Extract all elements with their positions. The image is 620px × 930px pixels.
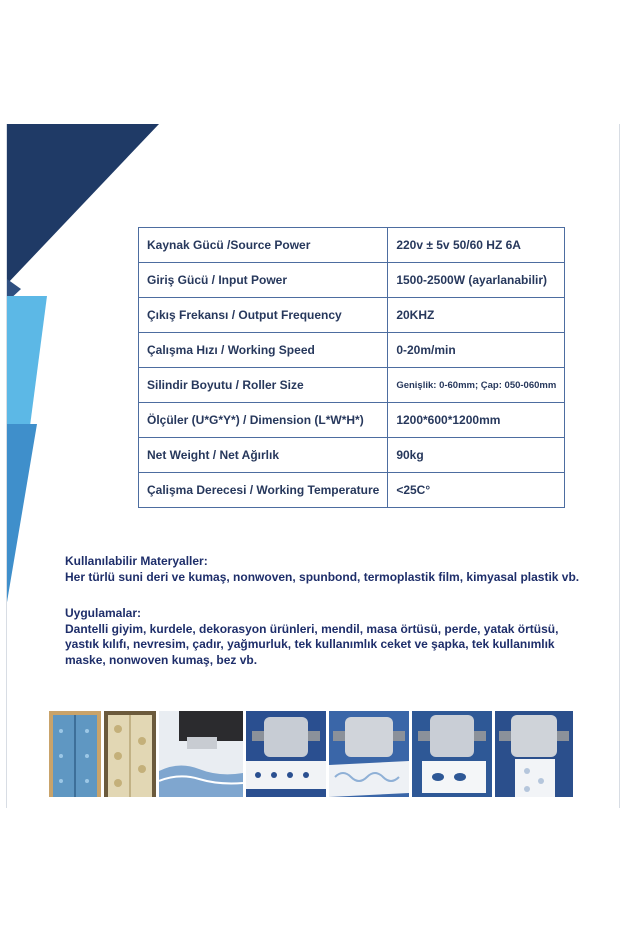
spec-value: 90kg: [388, 438, 565, 473]
spec-value: 0-20m/min: [388, 333, 565, 368]
applications-section: [65, 606, 585, 668]
table-row: [139, 333, 565, 368]
spec-table: [138, 227, 565, 508]
door-curtain-blue-image: [49, 711, 101, 797]
spec-value: <25C°: [388, 473, 565, 508]
spec-label: Çalışma Hızı / Working Speed: [139, 333, 388, 368]
spec-sheet: [6, 124, 620, 808]
spec-label: Giriş Gücü / Input Power: [139, 263, 388, 298]
spec-value: 1500-2500W (ayarlanabilir): [388, 263, 565, 298]
materials-text: Her türlü suni deri ve kumaş, nonwoven, spunbond, termoplastik film, kimyasal plastik vb.: [65, 569, 580, 584]
applications-line: maske, nonwoven kumaş, bez vb.: [65, 652, 258, 667]
table-row: [139, 228, 565, 263]
embossing-roller-image: [246, 711, 326, 797]
spec-label: Çalişma Derecesi / Working Temperature: [139, 473, 388, 508]
spec-value: Genişlik: 0-60mm; Çap: 050-060mm: [388, 368, 565, 403]
table-row: [139, 438, 565, 473]
table-row: [139, 403, 565, 438]
spec-label: Ölçüler (U*G*Y*) / Dimension (L*W*H*): [139, 403, 388, 438]
table-row: [139, 298, 565, 333]
lace-cutting-image: [159, 711, 243, 797]
table-row: [139, 368, 565, 403]
spec-value: 1200*600*1200mm: [388, 403, 565, 438]
spec-value: 20KHZ: [388, 298, 565, 333]
materials-section: [65, 554, 579, 585]
spec-label: Kaynak Gücü /Source Power: [139, 228, 388, 263]
applications-line: yastık kılıfı, nevresim, çadır, yağmurluk, tek kullanımlık ceket ve şapka, tek kullanımlık: [65, 637, 555, 651]
applications-heading: Uygulamalar:: [65, 606, 142, 620]
embossing-roller-image: [495, 711, 573, 797]
table-row: [139, 473, 565, 508]
navy-triangle: [7, 124, 159, 284]
spec-label: Silindir Boyutu / Roller Size: [139, 368, 388, 403]
materials-heading: Kullanılabilir Materyaller:: [65, 554, 208, 568]
product-photo-strip: [49, 711, 573, 797]
spec-value: 220v ± 5v 50/60 HZ 6A: [388, 228, 565, 263]
embossing-roller-image: [412, 711, 492, 797]
embossing-roller-image: [329, 711, 409, 797]
spec-label: Net Weight / Net Ağırlık: [139, 438, 388, 473]
spec-label: Çıkış Frekansı / Output Frequency: [139, 298, 388, 333]
mid-blue-wedge: [7, 424, 37, 602]
table-row: [139, 263, 565, 298]
applications-line: Dantelli giyim, kurdele, dekorasyon ürünleri, mendil, masa örtüsü, perde, yatak örtüsü,: [65, 621, 559, 636]
door-curtain-lace-image: [104, 711, 156, 797]
